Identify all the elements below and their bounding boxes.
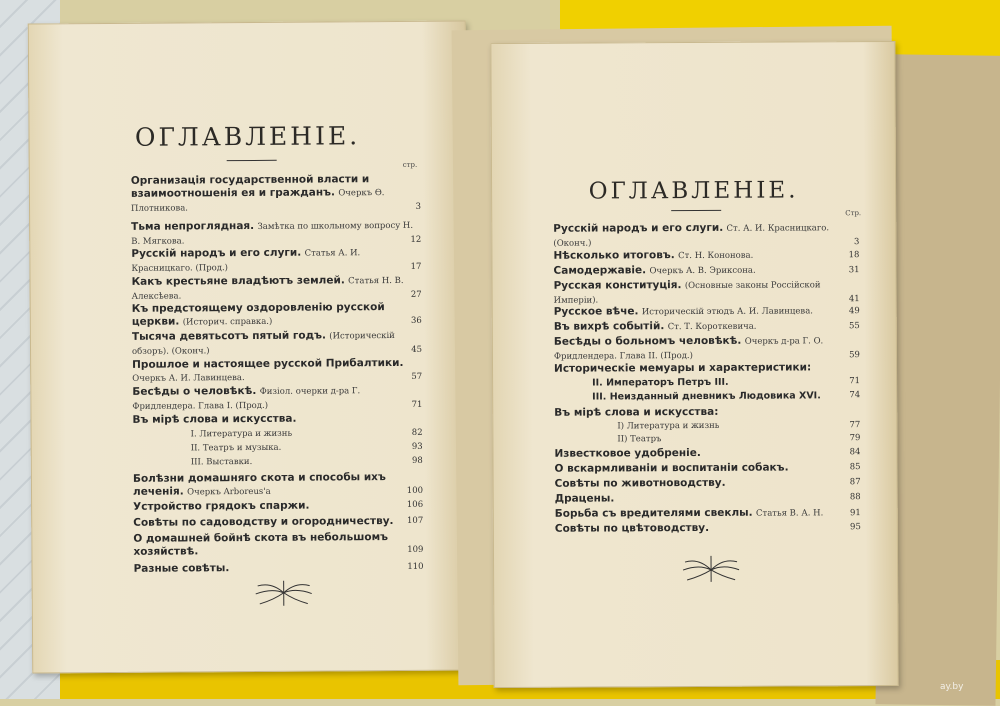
title-rule <box>671 210 721 211</box>
page-column-label: Стр. <box>845 209 862 218</box>
toc-entry: Тысяча девятьсотъ пятый годъ. (Историческій обзоръ). (Оконч.) 45 <box>131 329 423 357</box>
toc-entry: Устройство грядокъ спаржи. 106 <box>133 499 424 513</box>
toc-entry: Тьма непроглядная. Замѣтка по школьному вопросу Н. В. Мягкова. 12 <box>131 219 422 247</box>
page-title: ОГЛАВЛЕНІЕ. <box>134 121 361 152</box>
toc-entry: Совѣты по садоводству и огородничеству. 107 <box>133 514 424 529</box>
toc-entry: Организація государственной власти и взаимоотношенія ея и гражданъ. Очеркъ Ѳ. Плотникова. 3 <box>130 173 422 214</box>
toc-subentry: II. Театръ и музыка. 93 <box>190 441 423 454</box>
toc-entry: Русская конституція. (Основные законы Россійской Имперіи). 41 <box>553 279 860 306</box>
toc-entry: О вскармливаніи и воспитаніи собакъ. 85 <box>554 461 861 475</box>
toc-entry: Къ предстоящему оздоровленію русской церкви. (Историч. справка.) 36 <box>131 301 422 328</box>
toc-entry: Въ вихрѣ событій. Ст. Т. Короткевича. 55 <box>553 320 860 333</box>
toc-entry: Бесѣды о человѣкѣ. Физіол. очерки д-ра Г. Фридлендера. Глава I. (Прод.) 71 <box>132 384 423 412</box>
floral-ornament-icon <box>681 552 741 584</box>
toc-section-heading: Въ мірѣ слова и искусства: <box>554 405 719 419</box>
toc-entry: Прошлое и настоящее русской Прибалтики. Очеркъ А. И. Лавинцева. 57 <box>132 356 423 384</box>
watermark-text: ay.by <box>940 682 964 692</box>
right-book-page <box>490 41 898 688</box>
toc-entry: Русскій народъ и его слуги. Ст. А. И. Красницкаго. (Оконч.) 3 <box>553 221 860 249</box>
toc-entry: Какъ крестьяне владѣютъ землей. Статья Н. В. Алексѣева. 27 <box>131 274 422 302</box>
toc-subentry: III. Выставки. 98 <box>190 455 423 468</box>
toc-entry: Болѣзни домашняго скота и способы ихъ леченія. Очеркъ Arboreus'a 100 <box>132 471 424 498</box>
left-book-page <box>28 20 471 673</box>
toc-entry: Борьба съ вредителями свеклы. Статья В. А. Н. 91 <box>554 506 861 520</box>
toc-entry: Русскій народъ и его слуги. Статья А. И. Красницкаго. (Прод.) 17 <box>131 246 422 274</box>
page-column-label: стр. <box>402 160 418 169</box>
toc-entry: Разные совѣты. 110 <box>133 561 424 575</box>
toc-subentry: II) Театръ 79 <box>617 433 861 445</box>
toc-entry: Бесѣды о больномъ человѣкѣ. Очеркъ д-ра Г. О. Фридлендера. Глава II. (Прод.) 59 <box>553 334 860 362</box>
title-rule <box>227 160 277 161</box>
toc-subentry: III. Неизданный дневникъ Людовика XVI. 74 <box>592 390 861 403</box>
toc-entry: Драцены. 88 <box>554 492 861 505</box>
toc-subentry: II. Императоръ Петръ III. 71 <box>592 376 861 389</box>
toc-entry: Нѣсколько итоговъ. Ст. Н. Кононова. 18 <box>553 249 860 262</box>
toc-entry: Известковое удобреніе. 84 <box>554 446 861 460</box>
toc-entry: Самодержавіе. Очеркъ А. В. Эриксона. 31 <box>553 264 860 277</box>
toc-subentry: I. Литература и жизнь 82 <box>190 427 423 440</box>
toc-entry: Русское вѣче. Историческій этюдъ А. И. Лавинцева. 49 <box>553 305 860 318</box>
toc-subentry: I) Литература и жизнь 77 <box>617 420 861 432</box>
toc-entry: Совѣты по цвѣтоводству. 95 <box>554 521 861 535</box>
toc-entry: Совѣты по животноводству. 87 <box>554 476 861 490</box>
toc-section-heading: Въ мірѣ слова и искусства. <box>132 412 297 426</box>
page-title: ОГЛАВЛЕНІЕ. <box>588 177 799 205</box>
floral-ornament-icon <box>254 578 314 608</box>
toc-section-heading: Историческіе мемуары и характеристики: <box>553 361 812 375</box>
toc-entry: О домашней бойнѣ скота въ небольшомъ хозяйствѣ. 109 <box>133 531 424 558</box>
